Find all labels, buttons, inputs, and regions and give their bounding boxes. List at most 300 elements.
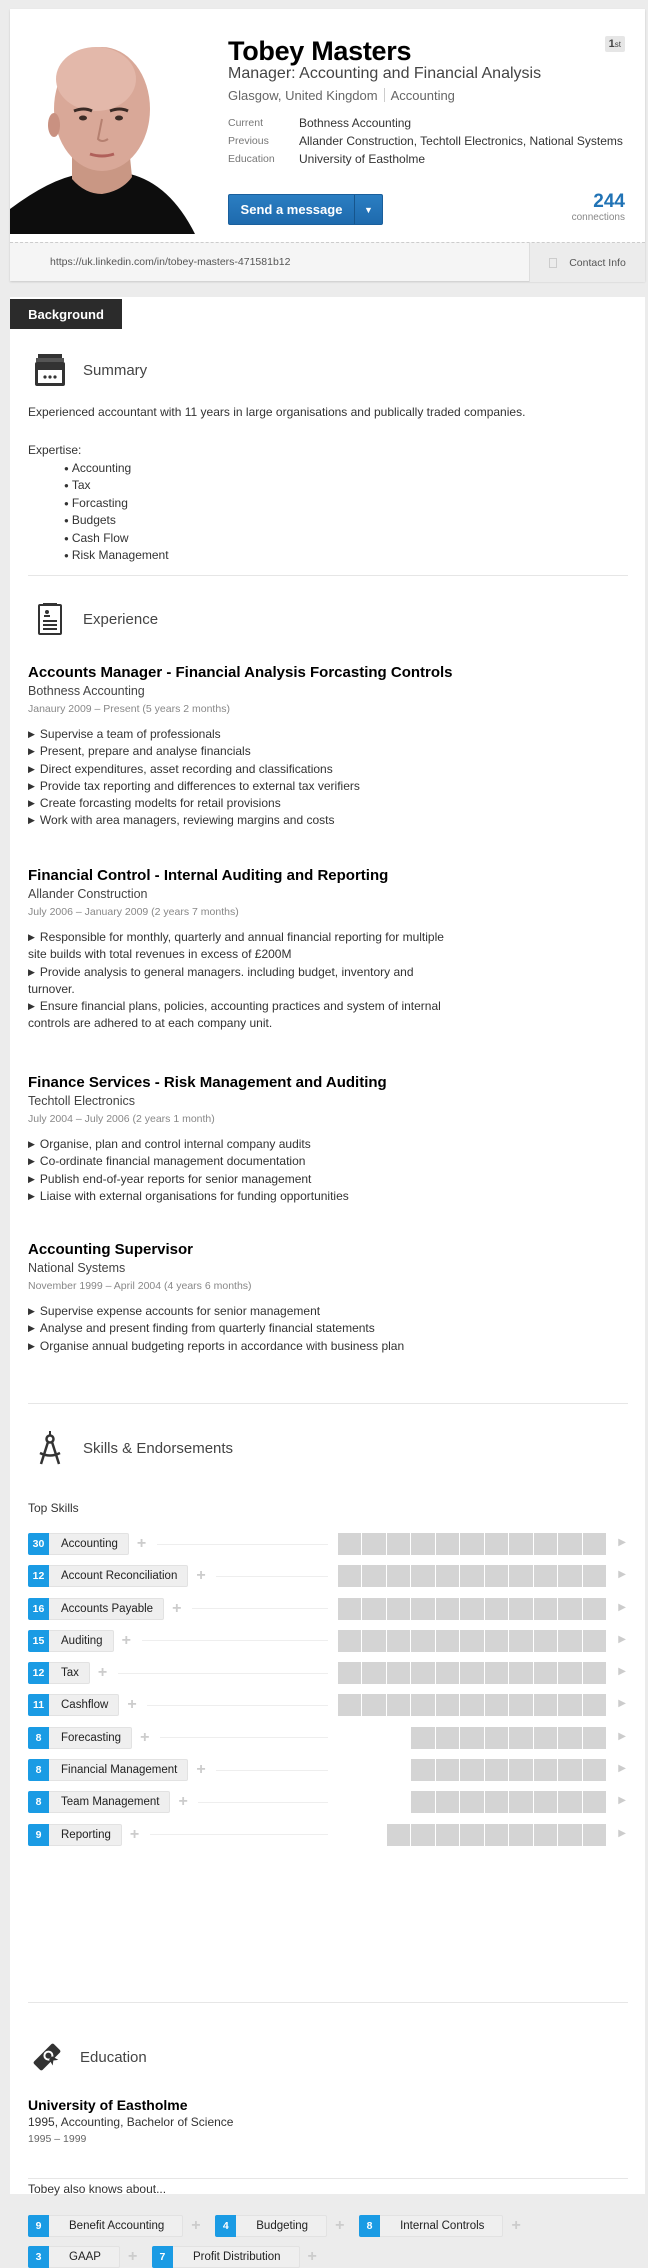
endorser-avatar[interactable] [509, 1759, 533, 1781]
endorser-avatar[interactable] [411, 1791, 435, 1813]
endorser-avatar[interactable] [558, 1727, 582, 1749]
skill-row [28, 1565, 628, 1587]
endorser-avatar[interactable] [583, 1694, 607, 1716]
endorser-avatar[interactable] [387, 1598, 411, 1620]
endorser-avatar[interactable] [387, 1662, 411, 1684]
endorser-avatar[interactable] [509, 1630, 533, 1652]
skill-pill[interactable] [28, 1824, 122, 1846]
skill-name: Benefit Accounting [49, 2215, 183, 2237]
endorser-avatar[interactable] [509, 1824, 533, 1846]
endorser-avatar[interactable] [387, 1630, 411, 1652]
endorsement-count: 11 [28, 1694, 49, 1716]
public-profile-bar [10, 242, 645, 281]
endorser-avatar[interactable] [509, 1662, 533, 1684]
endorser-avatar[interactable] [460, 1727, 484, 1749]
plus-icon[interactable]: + [307, 2248, 317, 2265]
plus-icon[interactable]: + [127, 2248, 138, 2265]
endorser-avatar[interactable] [509, 1598, 533, 1620]
location-line [228, 88, 455, 103]
endorser-avatar[interactable] [411, 1662, 435, 1684]
endorser-avatar[interactable] [485, 1662, 509, 1684]
skill-row [28, 1694, 628, 1716]
endorser-avatar[interactable] [558, 1824, 582, 1846]
skill-name: Auditing [49, 1630, 114, 1652]
endorsement-count: 9 [28, 2215, 49, 2237]
endorser-avatar[interactable] [558, 1533, 582, 1555]
skill-row [28, 1662, 628, 1684]
job-bullet: ▶ Organise annual budgeting reports in accordance with business plan [28, 1338, 628, 1355]
skill-pill[interactable] [28, 1662, 90, 1684]
skill-name: Cashflow [49, 1694, 119, 1716]
skill-line [216, 1770, 328, 1771]
job-company[interactable]: Techtoll Electronics [28, 1094, 135, 1108]
endorsement-count: 16 [28, 1598, 49, 1620]
endorser-avatar[interactable] [583, 1565, 607, 1587]
endorser-avatar[interactable] [387, 1824, 411, 1846]
endorser-avatar[interactable] [534, 1727, 558, 1749]
endorsement-count: 12 [28, 1565, 49, 1587]
skill-pill-group [28, 1662, 328, 1684]
job-entry [28, 1073, 628, 1205]
skill-pill[interactable] [152, 2246, 300, 2268]
fact-value[interactable]: University of Eastholme [299, 152, 426, 166]
background-card [10, 297, 645, 2265]
job-title[interactable]: Finance Services - Risk Management and Auditing [28, 1074, 387, 1091]
endorser-tiles [411, 1727, 606, 1749]
endorser-avatar[interactable] [558, 1630, 582, 1652]
endorser-avatar[interactable] [338, 1630, 362, 1652]
endorser-avatar[interactable] [387, 1565, 411, 1587]
endorser-avatar[interactable] [509, 1727, 533, 1749]
profile-facts [228, 114, 623, 168]
skill-pill[interactable] [28, 1791, 170, 1813]
job-description [28, 1136, 628, 1205]
endorser-avatar[interactable] [411, 1694, 435, 1716]
endorser-avatar[interactable] [411, 1727, 435, 1749]
endorser-avatar[interactable] [362, 1662, 386, 1684]
endorser-avatar[interactable] [485, 1824, 509, 1846]
contact-info-label: Contact Info [569, 256, 626, 269]
skill-line [160, 1737, 328, 1738]
skill-pill[interactable] [359, 2215, 503, 2237]
education-degree: 1995, Accounting, Bachelor of Science [28, 2115, 234, 2129]
skill-pill-group [28, 1791, 328, 1813]
endorser-avatar[interactable] [338, 1533, 362, 1555]
endorser-avatar[interactable] [583, 1662, 607, 1684]
endorser-avatar[interactable] [338, 1662, 362, 1684]
skill-pill-group [28, 1824, 328, 1846]
profile-name: Tobey Masters [228, 36, 412, 66]
skill-line [118, 1673, 328, 1674]
endorser-avatar[interactable] [436, 1791, 460, 1813]
industry[interactable]: Accounting [390, 88, 455, 103]
also-skill-item [215, 2215, 347, 2237]
summary-icon [33, 353, 67, 387]
fact-value[interactable]: Allander Construction, Techtoll Electronics, National Systems [299, 134, 623, 148]
chevron-right-icon[interactable]: ▶ [618, 1537, 626, 1548]
skill-row [28, 1759, 628, 1781]
job-dates: Janaury 2009 – Present (5 years 2 months) [28, 703, 230, 715]
endorser-tiles [411, 1791, 606, 1813]
endorser-avatar[interactable] [485, 1694, 509, 1716]
endorser-tiles [338, 1565, 607, 1587]
plus-icon[interactable]: + [140, 1728, 150, 1746]
endorser-tiles [338, 1662, 607, 1684]
separator [384, 88, 385, 102]
endorser-avatar[interactable] [583, 1759, 607, 1781]
skill-name: Tax [49, 1662, 90, 1684]
plus-icon[interactable]: + [136, 1535, 147, 1552]
endorser-avatar[interactable] [558, 1791, 582, 1813]
endorser-avatar[interactable] [460, 1791, 484, 1813]
endorser-avatar[interactable] [411, 1759, 435, 1781]
skill-name: Reporting [49, 1824, 122, 1846]
plus-icon[interactable]: + [127, 1696, 137, 1714]
summary-text: Experienced accountant with 11 years in large organisations and publically traded companies. [28, 405, 526, 419]
expertise-item: ● Risk Management [64, 547, 169, 564]
job-bullet: ▶ Responsible for monthly, quarterly and annual financial reporting for multiple site builds with total revenues in excess of £200M [28, 929, 448, 964]
plus-icon[interactable]: + [129, 1825, 140, 1843]
endorser-avatar[interactable] [485, 1759, 509, 1781]
job-bullet: ▶ Work with area managers, reviewing margins and costs [28, 812, 628, 829]
endorser-avatar[interactable] [509, 1565, 533, 1587]
endorser-avatar[interactable] [436, 1759, 460, 1781]
skill-name: Team Management [49, 1791, 170, 1813]
endorsement-count: 4 [215, 2215, 236, 2237]
job-company[interactable]: Allander Construction [28, 887, 148, 901]
endorser-avatar[interactable] [436, 1727, 460, 1749]
fact-value[interactable]: Bothness Accounting [299, 116, 412, 130]
endorser-avatar[interactable] [362, 1630, 386, 1652]
endorser-avatar[interactable] [338, 1565, 362, 1587]
skill-name: Profit Distribution [173, 2246, 300, 2268]
endorsement-count: 8 [28, 1727, 49, 1749]
endorsement-count: 12 [28, 1662, 49, 1684]
skill-pill[interactable] [28, 2215, 183, 2237]
contact-info-button[interactable] [529, 243, 645, 282]
fact-label: Current [228, 117, 264, 129]
experience-title: Experience [83, 610, 159, 628]
skill-name: GAAP [49, 2246, 120, 2268]
endorser-avatar[interactable] [436, 1630, 460, 1652]
job-entry [28, 663, 628, 830]
job-bullet: ▶ Ensure financial plans, policies, accounting practices and system of internal controls are adhered to at each company unit. [28, 998, 448, 1033]
job-dates: July 2006 – January 2009 (2 years 7 months) [28, 906, 239, 918]
job-bullet: ▶ Liaise with external organisations for funding opportunities [28, 1188, 628, 1205]
top-skills-list [28, 1533, 628, 1856]
skill-pill[interactable] [215, 2215, 327, 2237]
job-entry [28, 1240, 628, 1355]
plus-icon[interactable]: + [97, 1664, 108, 1682]
endorser-avatar[interactable] [534, 1824, 558, 1846]
skill-pill[interactable] [28, 1694, 119, 1716]
skills-title: Skills & Endorsements [83, 1439, 234, 1457]
skill-row [28, 1533, 628, 1555]
endorser-avatar[interactable] [558, 1565, 582, 1587]
endorser-avatar[interactable] [509, 1694, 533, 1716]
job-dates: July 2004 – July 2006 (2 years 1 month) [28, 1113, 215, 1125]
expertise-item: ● Cash Flow [64, 530, 169, 547]
chevron-right-icon[interactable]: ▶ [618, 1763, 626, 1775]
skill-pill-group [28, 1533, 328, 1555]
experience-header [33, 602, 158, 636]
endorser-avatar[interactable] [485, 1727, 509, 1749]
plus-icon[interactable]: + [172, 1599, 182, 1617]
skill-line [216, 1576, 328, 1577]
skill-name: Internal Controls [380, 2215, 503, 2237]
job-bullet: ▶ Co-ordinate financial management documentation [28, 1153, 628, 1170]
endorser-avatar[interactable] [460, 1759, 484, 1781]
endorser-avatar[interactable] [387, 1533, 411, 1555]
job-company[interactable]: National Systems [28, 1261, 126, 1275]
endorsement-count: 8 [28, 1791, 49, 1813]
endorser-avatar[interactable] [534, 1662, 558, 1684]
endorser-avatar[interactable] [534, 1759, 558, 1781]
endorser-avatar[interactable] [460, 1565, 484, 1587]
skill-row [28, 1727, 628, 1749]
endorser-avatar[interactable] [583, 1533, 607, 1555]
endorser-avatar[interactable] [411, 1824, 435, 1846]
endorser-avatar[interactable] [362, 1565, 386, 1587]
expertise-item: ● Accounting [64, 460, 169, 477]
compass-icon [33, 1431, 67, 1465]
send-message-button[interactable] [228, 194, 383, 225]
skill-name: Accounting [49, 1533, 129, 1555]
skill-row [28, 1791, 628, 1813]
plus-icon[interactable]: + [196, 1761, 206, 1779]
endorser-avatar[interactable] [485, 1630, 509, 1652]
endorser-avatar[interactable] [436, 1694, 460, 1716]
skill-name: Forecasting [49, 1727, 132, 1749]
job-bullet: ▶ Direct expenditures, asset recording and classifications [28, 761, 628, 778]
plus-icon[interactable]: + [121, 1631, 131, 1649]
plus-icon[interactable]: + [196, 1567, 206, 1585]
endorser-avatar[interactable] [436, 1565, 460, 1587]
endorser-avatar[interactable] [411, 1630, 435, 1652]
endorser-avatar[interactable] [460, 1662, 484, 1684]
job-bullet: ▶ Publish end-of-year reports for senior management [28, 1171, 628, 1188]
endorser-avatar[interactable] [338, 1598, 362, 1620]
job-dates: November 1999 – April 2004 (4 years 6 months) [28, 1280, 252, 1292]
skill-pill-group [28, 1565, 328, 1587]
send-message-label[interactable]: Send a message [229, 195, 355, 224]
endorser-avatar[interactable] [338, 1694, 362, 1716]
job-description [28, 1303, 628, 1355]
skill-line [157, 1544, 328, 1545]
endorser-avatar[interactable] [534, 1630, 558, 1652]
expertise-item: ● Forcasting [64, 495, 169, 512]
endorser-avatar[interactable] [460, 1533, 484, 1555]
job-description [28, 726, 628, 830]
plus-icon[interactable]: + [511, 2217, 521, 2234]
job-bullet: ▶ Organise, plan and control internal company audits [28, 1136, 628, 1153]
endorser-avatar[interactable] [460, 1598, 484, 1620]
expertise-label: Expertise: [28, 443, 82, 457]
endorser-avatar[interactable] [509, 1533, 533, 1555]
skill-row [28, 1824, 628, 1846]
plus-icon[interactable]: + [191, 2217, 201, 2234]
skill-pill-group [28, 1694, 328, 1716]
endorser-avatar[interactable] [558, 1759, 582, 1781]
skill-pill[interactable] [28, 2246, 120, 2268]
endorser-avatar[interactable] [460, 1824, 484, 1846]
skill-line [192, 1608, 328, 1609]
divider [28, 1403, 628, 1404]
experience-icon [33, 602, 67, 636]
degree-suffix: st [614, 40, 621, 49]
endorser-avatar[interactable] [583, 1598, 607, 1620]
fact-previous [228, 132, 623, 150]
fact-label: Previous [228, 135, 269, 147]
skill-line [142, 1640, 328, 1641]
endorser-avatar[interactable] [362, 1598, 386, 1620]
job-bullet: ▶ Create forcasting modelts for retail provisions [28, 795, 628, 812]
endorser-tiles [387, 1824, 607, 1846]
skill-name: Financial Management [49, 1759, 188, 1781]
skill-pill-group [28, 1759, 328, 1781]
job-title[interactable]: Accounting Supervisor [28, 1241, 194, 1258]
summary-header [33, 353, 147, 387]
skill-pill-group [28, 1727, 328, 1749]
endorsement-count: 15 [28, 1630, 49, 1652]
profile-photo[interactable] [10, 39, 195, 234]
background-tab[interactable]: Background [10, 299, 122, 329]
skill-pill[interactable] [28, 1533, 129, 1555]
endorser-avatar[interactable] [534, 1694, 558, 1716]
job-description [28, 929, 448, 1033]
endorser-avatar[interactable] [534, 1533, 558, 1555]
public-profile-url[interactable]: https://uk.linkedin.com/in/tobey-masters-471581b12 [50, 256, 291, 268]
degree-number: 1 [608, 38, 615, 50]
job-title[interactable]: Financial Control - Internal Auditing and Reporting [28, 867, 389, 884]
expertise-list [64, 460, 169, 564]
location[interactable]: Glasgow, United Kingdom [228, 88, 378, 103]
endorser-avatar[interactable] [485, 1791, 509, 1813]
endorser-avatar[interactable] [583, 1727, 607, 1749]
skill-name: Budgeting [236, 2215, 327, 2237]
fact-current [228, 114, 623, 132]
top-skills-label: Top Skills [28, 1501, 79, 1515]
endorser-tiles [338, 1533, 607, 1555]
chevron-down-icon[interactable]: ▼ [364, 204, 373, 215]
endorser-avatar[interactable] [534, 1565, 558, 1587]
also-skill-item [28, 2246, 140, 2268]
endorser-avatar[interactable] [362, 1694, 386, 1716]
expertise-item: ● Tax [64, 477, 169, 494]
endorser-avatar[interactable] [411, 1598, 435, 1620]
job-bullet: ▶ Provide tax reporting and differences to external tax verifiers [28, 778, 628, 795]
skill-pill[interactable] [28, 1598, 164, 1620]
skill-pill-group [28, 1598, 328, 1620]
contact-card-icon [549, 258, 557, 268]
endorser-avatar[interactable] [436, 1824, 460, 1846]
also-knows-list [28, 2215, 568, 2268]
endorser-avatar[interactable] [509, 1791, 533, 1813]
connections-count [572, 192, 625, 223]
endorsement-count: 9 [28, 1824, 49, 1846]
endorser-avatar[interactable] [485, 1533, 509, 1555]
also-knows-label: Tobey also knows about... [28, 2182, 167, 2196]
endorser-tiles [338, 1694, 607, 1716]
also-skill-item [152, 2246, 320, 2268]
endorser-tiles [411, 1759, 606, 1781]
endorser-avatar[interactable] [436, 1662, 460, 1684]
endorser-avatar[interactable] [558, 1694, 582, 1716]
chevron-right-icon[interactable]: ▶ [618, 1698, 626, 1710]
endorser-avatar[interactable] [411, 1565, 435, 1587]
skill-pill[interactable] [28, 1759, 188, 1781]
endorser-avatar[interactable] [534, 1791, 558, 1813]
profile-headline: Manager: Accounting and Financial Analysis [228, 65, 542, 82]
chevron-right-icon[interactable]: ▶ [618, 1827, 626, 1839]
chevron-right-icon[interactable]: ▶ [618, 1569, 626, 1581]
skill-pill-group [28, 1630, 328, 1652]
skill-pill[interactable] [28, 1565, 188, 1587]
skill-pill[interactable] [28, 1630, 114, 1652]
endorser-avatar[interactable] [583, 1630, 607, 1652]
endorser-avatar[interactable] [387, 1694, 411, 1716]
endorser-avatar[interactable] [558, 1598, 582, 1620]
chevron-right-icon[interactable]: ▶ [618, 1795, 626, 1807]
skill-name: Accounts Payable [49, 1598, 164, 1620]
endorsement-count: 8 [28, 1759, 49, 1781]
job-company[interactable]: Bothness Accounting [28, 684, 145, 698]
connection-degree-badge [605, 36, 625, 52]
endorser-avatar[interactable] [362, 1533, 386, 1555]
education-school[interactable]: University of Eastholme [28, 2097, 188, 2113]
endorser-avatar[interactable] [485, 1565, 509, 1587]
job-entry [28, 866, 628, 1033]
summary-title: Summary [83, 361, 148, 379]
skill-line [150, 1834, 328, 1835]
endorser-tiles [338, 1598, 607, 1620]
also-skill-item [359, 2215, 523, 2237]
job-title[interactable]: Accounts Manager - Financial Analysis Forcasting Controls [28, 664, 453, 681]
endorser-avatar[interactable] [485, 1598, 509, 1620]
endorser-avatar[interactable] [411, 1533, 435, 1555]
endorser-avatar[interactable] [436, 1598, 460, 1620]
chevron-right-icon[interactable]: ▶ [618, 1666, 626, 1678]
skill-row [28, 1598, 628, 1620]
skills-header [33, 1431, 233, 1465]
profile-card [10, 9, 645, 281]
skill-row [28, 1630, 628, 1652]
chevron-right-icon[interactable]: ▶ [618, 1730, 626, 1742]
plus-icon[interactable]: + [335, 2217, 345, 2234]
chevron-right-icon[interactable]: ▶ [618, 1601, 626, 1613]
skill-line [198, 1802, 328, 1803]
endorser-avatar[interactable] [436, 1533, 460, 1555]
skill-pill[interactable] [28, 1727, 132, 1749]
endorser-avatar[interactable] [460, 1694, 484, 1716]
fact-label: Education [228, 153, 275, 165]
endorser-avatar[interactable] [583, 1824, 607, 1846]
chevron-right-icon[interactable]: ▶ [618, 1633, 626, 1645]
plus-icon[interactable]: + [178, 1793, 188, 1811]
endorsement-count: 8 [359, 2215, 380, 2237]
endorser-avatar[interactable] [534, 1598, 558, 1620]
endorser-avatar[interactable] [583, 1791, 607, 1813]
skill-line [147, 1705, 328, 1706]
job-bullet: ▶ Supervise expense accounts for senior management [28, 1303, 628, 1320]
endorser-avatar[interactable] [460, 1630, 484, 1652]
endorser-avatar[interactable] [558, 1662, 582, 1684]
job-bullet: ▶ Present, prepare and analyse financials [28, 743, 628, 760]
education-dates: 1995 – 1999 [28, 2133, 87, 2145]
connections-label: connections [571, 212, 625, 223]
job-bullet: ▶ Analyse and present finding from quarterly financial statements [28, 1320, 628, 1337]
job-bullet: ▶ Supervise a team of professionals [28, 726, 628, 743]
